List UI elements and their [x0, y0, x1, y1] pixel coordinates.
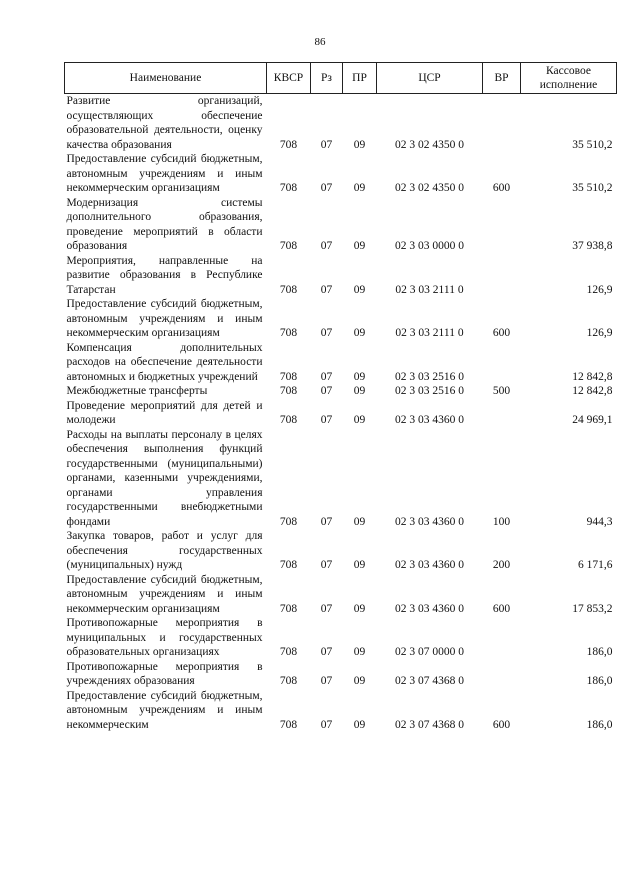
table-header-row: [65, 63, 617, 94]
row-pr: 09: [353, 327, 366, 339]
row-vr: [483, 399, 521, 428]
row-rz: 07: [320, 646, 333, 658]
row-pr: 09: [353, 718, 366, 731]
table-row: [65, 399, 617, 428]
row-rz: 07: [320, 559, 333, 571]
row-name: Компенсация дополнительных расходов на обеспечение деятельности автономных и бюджетных учреждений: [66, 341, 263, 383]
row-sum: 12 842,8: [572, 370, 613, 383]
row-kvsr: 708: [279, 718, 298, 731]
row-vr: 600: [492, 182, 511, 194]
row-sum: 12 842,8: [572, 385, 613, 397]
table-row: [65, 660, 617, 689]
row-rz: 07: [320, 327, 333, 339]
row-vr: 600: [492, 327, 511, 339]
row-rz: 07: [320, 283, 333, 296]
row-name: Развитие организаций, осуществляющих обеспечение образовательной деятельности, оценку качества образования: [66, 95, 263, 151]
row-vr: 200: [492, 559, 511, 571]
row-csr: 02 3 03 4360 0: [395, 414, 464, 426]
row-kvsr: 708: [279, 646, 298, 658]
row-vr: [483, 196, 521, 254]
row-kvsr: 708: [279, 385, 298, 397]
row-kvsr: 708: [279, 138, 298, 151]
row-sum: 944,3: [586, 515, 613, 528]
header-pr: ПР: [343, 63, 377, 94]
row-pr: 09: [353, 370, 366, 383]
row-kvsr: 708: [279, 559, 298, 571]
row-sum: 186,0: [586, 646, 613, 658]
row-name: Межбюджетные трансферты: [66, 385, 208, 397]
row-rz: 07: [320, 718, 333, 731]
row-pr: 09: [353, 414, 366, 426]
row-kvsr: 708: [279, 283, 298, 296]
row-kvsr: 708: [279, 240, 298, 252]
row-rz: 07: [320, 138, 333, 151]
budget-table: [64, 62, 617, 732]
row-name: Противопожарные мероприятия в муниципальных и государственных образовательных организациях: [66, 617, 263, 658]
row-csr: 02 3 03 4360 0: [395, 515, 464, 528]
page-number: 86: [314, 36, 326, 48]
row-sum: 35 510,2: [572, 182, 613, 194]
row-sum: 126,9: [586, 283, 613, 296]
row-csr: 02 3 07 4368 0: [395, 675, 464, 687]
row-rz: 07: [320, 370, 333, 383]
row-sum: 6 171,6: [578, 559, 613, 571]
row-sum: 17 853,2: [572, 602, 613, 615]
row-vr: [483, 254, 521, 298]
row-pr: 09: [353, 675, 366, 687]
table-row: [65, 529, 617, 573]
row-sum: 24 969,1: [572, 414, 613, 426]
row-name: Предоставление субсидий бюджетным, автономным учреждениям и иным некоммерческим: [66, 689, 263, 731]
table-row: [65, 152, 617, 196]
header-csr: ЦСР: [377, 63, 483, 94]
row-name: Предоставление субсидий бюджетным, автономным учреждениям и иным некоммерческим организациям: [66, 573, 263, 615]
row-csr: 02 3 03 2516 0: [395, 385, 464, 397]
row-csr: 02 3 07 4368 0: [395, 718, 464, 731]
row-name: Модернизация системы дополнительного образования, проведение мероприятий в области образования: [66, 196, 263, 252]
row-vr: [483, 616, 521, 660]
row-name: Предоставление субсидий бюджетным, автономным учреждениям и иным некоммерческим организациям: [66, 298, 263, 339]
row-sum: 126,9: [586, 327, 613, 339]
row-kvsr: 708: [279, 182, 298, 194]
row-kvsr: 708: [279, 414, 298, 426]
row-csr: 02 3 02 4350 0: [395, 182, 464, 194]
row-kvsr: 708: [279, 602, 298, 615]
row-vr: [483, 94, 521, 153]
table-row: [65, 384, 617, 399]
table-row: [65, 689, 617, 733]
row-rz: 07: [320, 515, 333, 528]
row-vr: 500: [492, 385, 511, 397]
row-vr: 600: [492, 602, 511, 615]
row-vr: [483, 660, 521, 689]
table-row: [65, 428, 617, 530]
row-pr: 09: [353, 602, 366, 615]
row-pr: 09: [353, 283, 366, 296]
row-csr: 02 3 03 2111 0: [395, 283, 464, 296]
table-row: [65, 573, 617, 617]
table-row: [65, 297, 617, 341]
table-body: [65, 94, 617, 733]
table-row: [65, 341, 617, 385]
row-vr: [483, 341, 521, 385]
row-name: Закупка товаров, работ и услуг для обеспечения государственных (муниципальных) нужд: [66, 530, 263, 571]
table-row: [65, 254, 617, 298]
table-row: [65, 94, 617, 153]
row-sum: 186,0: [586, 718, 613, 731]
row-csr: 02 3 03 2516 0: [395, 370, 464, 383]
header-vr: ВР: [483, 63, 521, 94]
header-rz: Рз: [311, 63, 343, 94]
row-rz: 07: [320, 385, 333, 397]
row-name: Противопожарные мероприятия в учреждениях образования: [66, 660, 263, 687]
row-pr: 09: [353, 138, 366, 151]
row-sum: 35 510,2: [572, 138, 613, 151]
row-csr: 02 3 03 0000 0: [395, 240, 464, 252]
row-name: Расходы на выплаты персоналу в целях обеспечения выполнения функций государственными (муниципальными) органами, казенными учреждениями, органами управления государственными внебюджетными фондами: [66, 428, 263, 528]
row-csr: 02 3 02 4350 0: [395, 138, 464, 151]
row-csr: 02 3 03 4360 0: [395, 602, 464, 615]
row-pr: 09: [353, 240, 366, 252]
row-pr: 09: [353, 385, 366, 397]
row-name: Проведение мероприятий для детей и молодежи: [66, 399, 263, 426]
row-pr: 09: [353, 515, 366, 528]
row-kvsr: 708: [279, 327, 298, 339]
row-rz: 07: [320, 182, 333, 194]
row-rz: 07: [320, 240, 333, 252]
header-name: Наименование: [65, 63, 267, 94]
header-sum: Кассовое исполнение: [521, 63, 617, 94]
row-rz: 07: [320, 602, 333, 615]
row-kvsr: 708: [279, 675, 298, 687]
row-vr: 100: [492, 515, 511, 528]
table-row: [65, 196, 617, 254]
row-sum: 186,0: [586, 675, 613, 687]
row-kvsr: 708: [279, 370, 298, 383]
row-sum: 37 938,8: [572, 240, 613, 252]
row-pr: 09: [353, 182, 366, 194]
row-csr: 02 3 03 2111 0: [395, 327, 464, 339]
row-kvsr: 708: [279, 515, 298, 528]
row-rz: 07: [320, 414, 333, 426]
row-pr: 09: [353, 646, 366, 658]
row-vr: 600: [492, 718, 511, 731]
table-row: [65, 616, 617, 660]
row-name: Предоставление субсидий бюджетным, автономным учреждениям и иным некоммерческим организациям: [66, 153, 263, 194]
row-rz: 07: [320, 675, 333, 687]
header-kvsr: КВСР: [267, 63, 311, 94]
row-pr: 09: [353, 559, 366, 571]
row-name: Мероприятия, направленные на развитие образования в Республике Татарстан: [66, 254, 263, 296]
row-csr: 02 3 03 4360 0: [395, 559, 464, 571]
row-csr: 02 3 07 0000 0: [395, 646, 464, 658]
